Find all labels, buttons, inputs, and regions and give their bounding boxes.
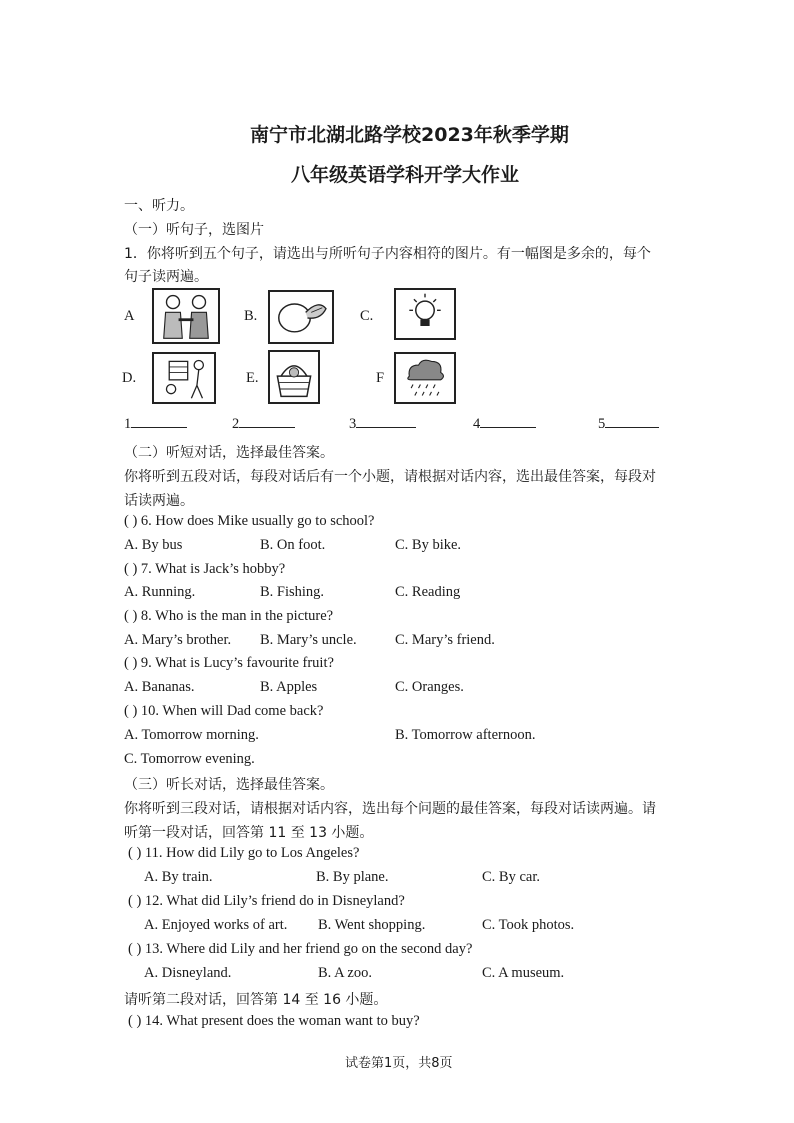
part1-heading: （一）听句子，选图片: [124, 222, 264, 238]
option-c: C. Oranges.: [395, 679, 464, 695]
option-a: A. Tomorrow morning.: [124, 727, 259, 743]
part2-instruction: 你将听到五段对话，每段对话后有一个小题，请根据对话内容，选出最佳答案，每段对: [124, 469, 656, 485]
option-b: B. Fishing.: [260, 584, 325, 600]
shopping-cart-icon: [154, 354, 214, 402]
option-a: A. By bus: [124, 537, 183, 553]
option-b: B. Mary’s uncle.: [260, 632, 357, 648]
question-stem: ( ) 9. What is Lucy’s favourite fruit?: [124, 655, 334, 671]
basket-picture: [268, 350, 320, 404]
option-a: A. By train.: [144, 869, 213, 885]
option-b: B. By plane.: [316, 869, 389, 885]
option-c: C. By bike.: [395, 537, 462, 553]
question-stem: ( ) 10. When will Dad come back?: [124, 703, 324, 719]
picture-label: D.: [122, 370, 137, 386]
option-c: C. By car.: [482, 869, 540, 885]
part1-instruction: 1．你将听到五个句子，请选出与所听句子内容相符的图片。有一幅图是多余的，每个: [124, 246, 651, 262]
option-a: A. Enjoyed works of art.: [144, 917, 288, 933]
rain-cloud-picture: [394, 352, 456, 404]
answer-blank-4[interactable]: 4: [473, 413, 536, 433]
lightbulb-icon: [396, 290, 454, 338]
rain-cloud-icon: [396, 354, 454, 402]
part1-instruction-cont: 句子读两遍。: [124, 269, 208, 285]
option-a: A. Running.: [124, 584, 196, 600]
option-c: C. Reading: [395, 584, 461, 600]
option-c: C. Mary’s friend.: [395, 632, 495, 648]
picture-label: A: [124, 308, 135, 324]
question-stem: ( ) 8. Who is the man in the picture?: [124, 608, 334, 624]
question-stem: ( ) 14. What present does the woman want to buy?: [128, 1013, 420, 1029]
option-a: A. Bananas.: [124, 679, 195, 695]
answer-blank-3[interactable]: 3: [349, 413, 416, 433]
option-b: B. On foot.: [260, 537, 326, 553]
part3-heading: （三）听长对话，选择最佳答案。: [124, 777, 334, 793]
question-stem: ( ) 7. What is Jack’s hobby?: [124, 561, 286, 577]
part3-instruction: 你将听到三段对话，请根据对话内容，选出每个问题的最佳答案，每段对话读两遍。请: [124, 801, 656, 817]
option-b: B. Went shopping.: [318, 917, 426, 933]
answer-blank-2[interactable]: 2: [232, 413, 295, 433]
part2-heading: （二）听短对话，选择最佳答案。: [124, 445, 334, 461]
part3-instruction-cont: 听第一段对话，回答第 11 至 13 小题。: [124, 825, 374, 841]
picture-label: B.: [244, 308, 258, 324]
question-stem: ( ) 6. How does Mike usually go to school?: [124, 513, 375, 529]
part2-instruction-cont: 话读两遍。: [124, 493, 194, 509]
answer-blank-1[interactable]: 1: [124, 413, 187, 433]
picture-label: C.: [360, 308, 374, 324]
option-c: C. Tomorrow evening.: [124, 751, 255, 767]
page-subtitle: 八年级英语学科开学大作业: [291, 164, 520, 186]
lightbulb-picture: [394, 288, 456, 340]
page-number: 试卷第1页，共8页: [345, 1056, 453, 1071]
second-dialog-instruction: 请听第二段对话，回答第 14 至 16 小题。: [124, 992, 388, 1008]
basket-icon: [270, 352, 318, 402]
picture-label: F: [376, 370, 385, 386]
question-stem: ( ) 13. Where did Lily and her friend go on the second day?: [128, 941, 473, 957]
lemon-picture: [268, 290, 334, 344]
shopping-cart-picture: [152, 352, 216, 404]
section-heading: 一、听力。: [124, 198, 194, 214]
question-stem: ( ) 12. What did Lily’s friend do in Disneyland?: [128, 893, 405, 909]
question-stem: ( ) 11. How did Lily go to Los Angeles?: [128, 845, 360, 861]
option-c: C. A museum.: [482, 965, 565, 981]
handshake-icon: [154, 290, 218, 342]
option-c: C. Took photos.: [482, 917, 575, 933]
page-title: 南宁市北湖北路学校2023年秋季学期: [250, 124, 569, 146]
option-a: A. Mary’s brother.: [124, 632, 232, 648]
option-b: B. Apples: [260, 679, 318, 695]
option-b: B. Tomorrow afternoon.: [395, 727, 536, 743]
answer-blank-5[interactable]: 5: [598, 413, 659, 433]
lemon-icon: [270, 292, 332, 342]
picture-label: E.: [246, 370, 259, 386]
option-b: B. A zoo.: [318, 965, 372, 981]
handshake-picture: [152, 288, 220, 344]
option-a: A. Disneyland.: [144, 965, 232, 981]
